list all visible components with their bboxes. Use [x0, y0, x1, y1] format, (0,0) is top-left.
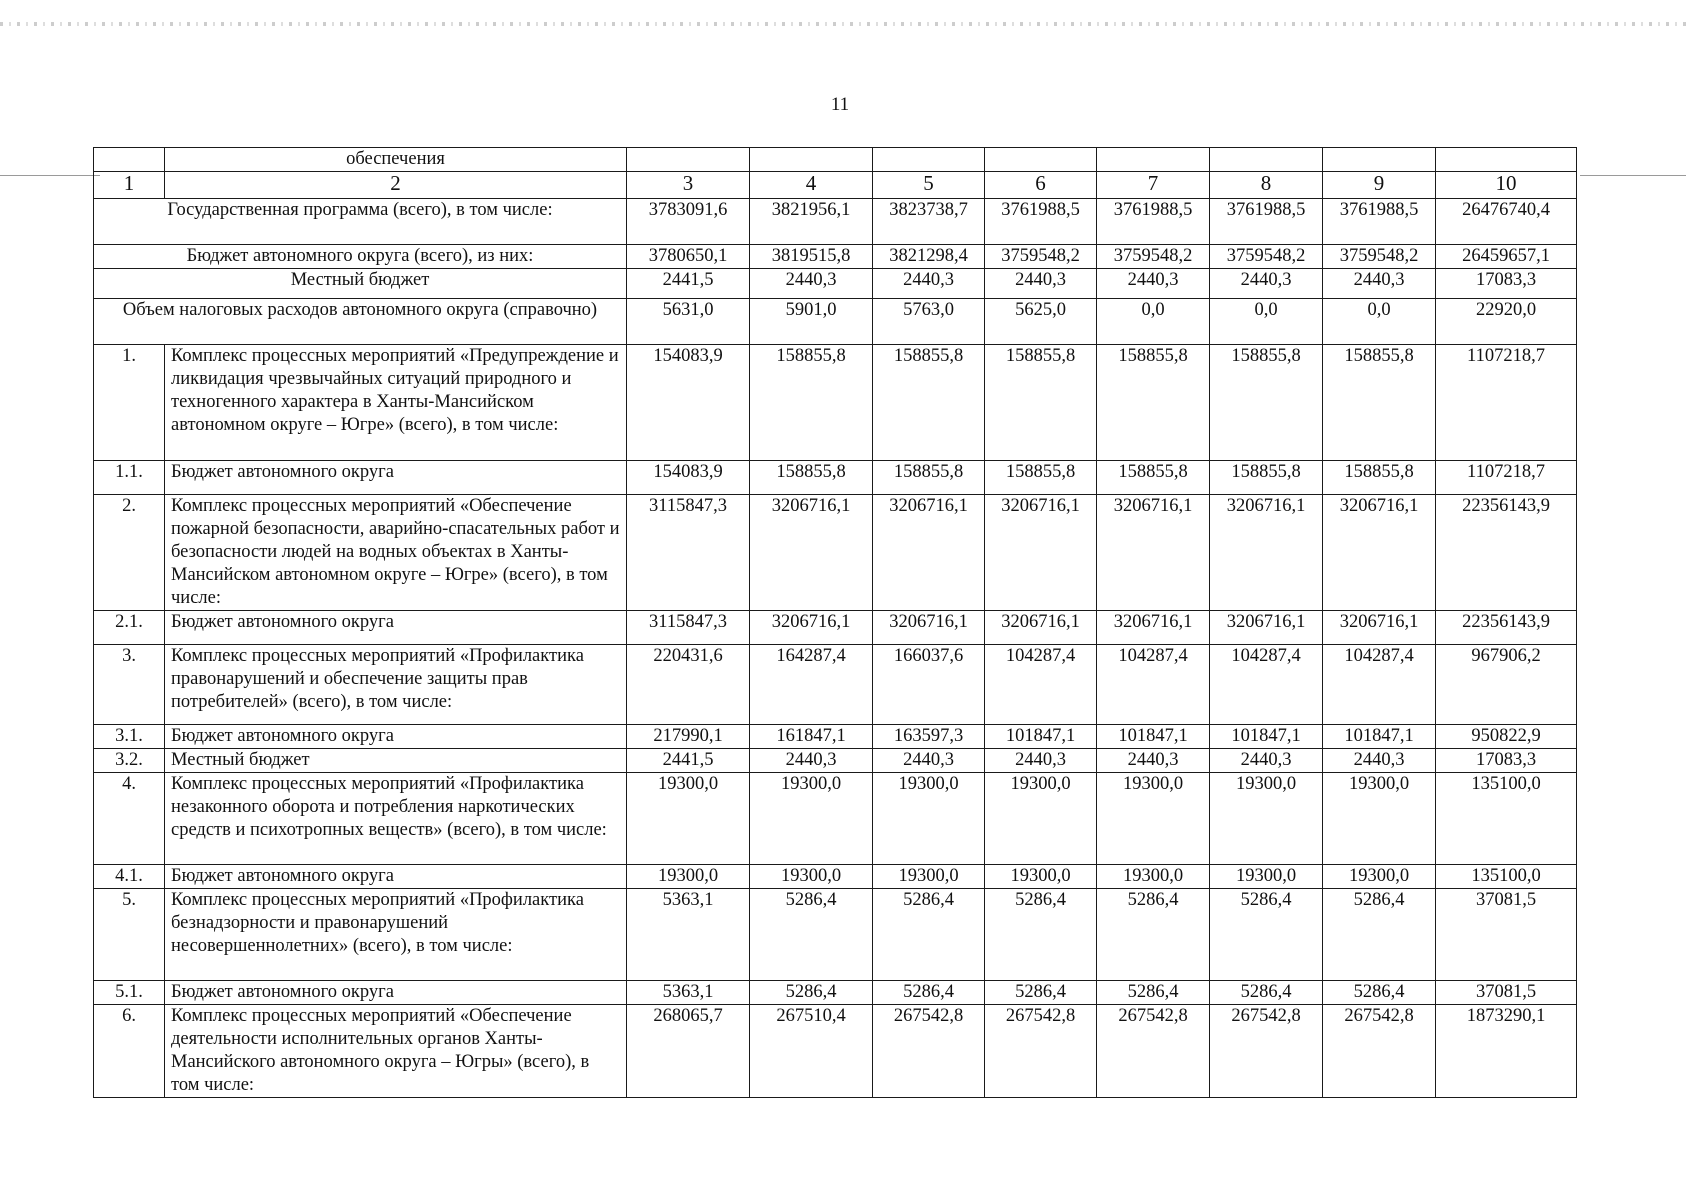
value-cell: 158855,8	[873, 345, 985, 461]
value-cell: 5286,4	[873, 981, 985, 1005]
value-cell: 101847,1	[1210, 725, 1323, 749]
column-number: 3	[627, 172, 750, 199]
value-cell: 267542,8	[1097, 1005, 1210, 1098]
value-cell: 3780650,1	[627, 245, 750, 269]
value-cell: 161847,1	[750, 725, 873, 749]
value-cell: 1107218,7	[1436, 461, 1577, 495]
value-cell: 19300,0	[1097, 865, 1210, 889]
value-cell: 3206716,1	[985, 495, 1097, 611]
value-cell: 2441,5	[627, 269, 750, 299]
value-cell: 2440,3	[1323, 269, 1436, 299]
value-cell: 1107218,7	[1436, 345, 1577, 461]
value-cell: 101847,1	[1097, 725, 1210, 749]
value-cell: 3206716,1	[873, 611, 985, 645]
value-cell: 3206716,1	[1097, 495, 1210, 611]
value-cell: 3821298,4	[873, 245, 985, 269]
row-index: 4.1.	[94, 865, 165, 889]
value-cell: 19300,0	[1323, 773, 1436, 865]
column-number: 2	[165, 172, 627, 199]
value-cell: 158855,8	[1323, 461, 1436, 495]
row-name: Бюджет автономного округа	[165, 865, 627, 889]
value-cell: 3761988,5	[1210, 199, 1323, 245]
value-cell: 19300,0	[985, 865, 1097, 889]
value-cell: 158855,8	[1210, 345, 1323, 461]
row-name: Комплекс процессных мероприятий «Профилактика незаконного оборота и потребления наркотических средств и психотропных веществ» (всего), в том числе:	[165, 773, 627, 865]
continuation-text: обеспечения	[165, 148, 627, 172]
value-cell: 2440,3	[1323, 749, 1436, 773]
row-name: Местный бюджет	[165, 749, 627, 773]
value-cell: 158855,8	[873, 461, 985, 495]
value-cell: 5286,4	[1097, 889, 1210, 981]
value-cell: 17083,3	[1436, 269, 1577, 299]
row-index: 5.1.	[94, 981, 165, 1005]
value-cell: 267542,8	[1323, 1005, 1436, 1098]
value-cell: 0,0	[1323, 299, 1436, 345]
row-name: Комплекс процессных мероприятий «Обеспечение деятельности исполнительных органов Ханты-Мансийского автономного округа – Югры» (всего), в том числе:	[165, 1005, 627, 1098]
continuation-cell-6	[985, 148, 1097, 172]
continuation-cell-9	[1323, 148, 1436, 172]
value-cell: 26459657,1	[1436, 245, 1577, 269]
value-cell: 3206716,1	[1323, 495, 1436, 611]
value-cell: 967906,2	[1436, 645, 1577, 725]
summary-row	[94, 269, 1577, 299]
value-cell: 19300,0	[750, 773, 873, 865]
row-index: 2.1.	[94, 611, 165, 645]
table-row	[94, 749, 1577, 773]
column-number-row	[94, 172, 1577, 199]
table-row	[94, 725, 1577, 749]
value-cell: 5763,0	[873, 299, 985, 345]
value-cell: 5901,0	[750, 299, 873, 345]
value-cell: 104287,4	[1210, 645, 1323, 725]
value-cell: 0,0	[1097, 299, 1210, 345]
value-cell: 5286,4	[985, 889, 1097, 981]
value-cell: 2440,3	[985, 749, 1097, 773]
table-row	[94, 773, 1577, 865]
value-cell: 5631,0	[627, 299, 750, 345]
value-cell: 3206716,1	[1210, 611, 1323, 645]
value-cell: 101847,1	[1323, 725, 1436, 749]
value-cell: 5286,4	[750, 981, 873, 1005]
value-cell: 217990,1	[627, 725, 750, 749]
table-row	[94, 1005, 1577, 1098]
summary-label: Государственная программа (всего), в том числе:	[94, 199, 627, 245]
value-cell: 3206716,1	[985, 611, 1097, 645]
table-row	[94, 461, 1577, 495]
value-cell: 5286,4	[1210, 981, 1323, 1005]
value-cell: 19300,0	[1210, 773, 1323, 865]
value-cell: 3821956,1	[750, 199, 873, 245]
table-row	[94, 611, 1577, 645]
value-cell: 5625,0	[985, 299, 1097, 345]
value-cell: 5286,4	[1323, 981, 1436, 1005]
row-name: Комплекс процессных мероприятий «Профилактика правонарушений и обеспечение защиты прав потребителей» (всего), в том числе:	[165, 645, 627, 725]
value-cell: 3115847,3	[627, 495, 750, 611]
row-name: Комплекс процессных мероприятий «Обеспечение пожарной безопасности, аварийно-спасательных работ и безопасности людей на водных объектах в Ханты-Мансийском автономном округе – Югре» (всего), в том числе:	[165, 495, 627, 611]
value-cell: 3819515,8	[750, 245, 873, 269]
continuation-cell-1	[94, 148, 165, 172]
value-cell: 950822,9	[1436, 725, 1577, 749]
value-cell: 19300,0	[1323, 865, 1436, 889]
continuation-row	[94, 148, 1577, 172]
column-number: 5	[873, 172, 985, 199]
value-cell: 2441,5	[627, 749, 750, 773]
value-cell: 3206716,1	[750, 495, 873, 611]
row-index: 6.	[94, 1005, 165, 1098]
value-cell: 22356143,9	[1436, 611, 1577, 645]
value-cell: 158855,8	[985, 461, 1097, 495]
row-index: 1.	[94, 345, 165, 461]
scan-edge-artifact	[0, 22, 1686, 26]
value-cell: 135100,0	[1436, 773, 1577, 865]
value-cell: 1873290,1	[1436, 1005, 1577, 1098]
column-number: 9	[1323, 172, 1436, 199]
value-cell: 19300,0	[1210, 865, 1323, 889]
value-cell: 3761988,5	[1097, 199, 1210, 245]
value-cell: 3759548,2	[1323, 245, 1436, 269]
value-cell: 154083,9	[627, 345, 750, 461]
continuation-cell-8	[1210, 148, 1323, 172]
value-cell: 3206716,1	[750, 611, 873, 645]
summary-label: Бюджет автономного округа (всего), из них:	[94, 245, 627, 269]
value-cell: 5286,4	[750, 889, 873, 981]
value-cell: 0,0	[1210, 299, 1323, 345]
value-cell: 19300,0	[985, 773, 1097, 865]
value-cell: 2440,3	[873, 269, 985, 299]
row-name: Бюджет автономного округа	[165, 461, 627, 495]
continuation-cell-7	[1097, 148, 1210, 172]
value-cell: 26476740,4	[1436, 199, 1577, 245]
value-cell: 267542,8	[873, 1005, 985, 1098]
value-cell: 19300,0	[873, 773, 985, 865]
value-cell: 3761988,5	[985, 199, 1097, 245]
summary-row	[94, 299, 1577, 345]
value-cell: 158855,8	[1323, 345, 1436, 461]
row-name: Комплекс процессных мероприятий «Предупреждение и ликвидация чрезвычайных ситуаций природного и техногенного характера в Ханты-Мансийском автономном округе – Югре» (всего), в том числе:	[165, 345, 627, 461]
value-cell: 2440,3	[985, 269, 1097, 299]
column-number: 4	[750, 172, 873, 199]
value-cell: 2440,3	[1210, 749, 1323, 773]
value-cell: 3823738,7	[873, 199, 985, 245]
value-cell: 268065,7	[627, 1005, 750, 1098]
row-index: 4.	[94, 773, 165, 865]
table-row	[94, 865, 1577, 889]
value-cell: 104287,4	[985, 645, 1097, 725]
value-cell: 19300,0	[627, 773, 750, 865]
value-cell: 2440,3	[873, 749, 985, 773]
value-cell: 19300,0	[873, 865, 985, 889]
value-cell: 3206716,1	[1097, 611, 1210, 645]
budget-table	[93, 147, 1577, 1098]
value-cell: 158855,8	[985, 345, 1097, 461]
value-cell: 37081,5	[1436, 889, 1577, 981]
value-cell: 2440,3	[750, 749, 873, 773]
value-cell: 5286,4	[1210, 889, 1323, 981]
value-cell: 163597,3	[873, 725, 985, 749]
value-cell: 2440,3	[1097, 749, 1210, 773]
row-index: 2.	[94, 495, 165, 611]
value-cell: 2440,3	[1210, 269, 1323, 299]
value-cell: 267542,8	[985, 1005, 1097, 1098]
value-cell: 2440,3	[1097, 269, 1210, 299]
value-cell: 220431,6	[627, 645, 750, 725]
value-cell: 164287,4	[750, 645, 873, 725]
table-row	[94, 645, 1577, 725]
value-cell: 104287,4	[1097, 645, 1210, 725]
value-cell: 267510,4	[750, 1005, 873, 1098]
value-cell: 154083,9	[627, 461, 750, 495]
scan-line-artifact-left	[0, 175, 100, 176]
value-cell: 19300,0	[1097, 773, 1210, 865]
value-cell: 3206716,1	[1210, 495, 1323, 611]
value-cell: 5363,1	[627, 889, 750, 981]
summary-row	[94, 199, 1577, 245]
table-row	[94, 889, 1577, 981]
row-name: Комплекс процессных мероприятий «Профилактика безнадзорности и правонарушений несовершеннолетних» (всего), в том числе:	[165, 889, 627, 981]
column-number: 8	[1210, 172, 1323, 199]
value-cell: 158855,8	[750, 461, 873, 495]
value-cell: 37081,5	[1436, 981, 1577, 1005]
row-name: Бюджет автономного округа	[165, 725, 627, 749]
continuation-cell-5	[873, 148, 985, 172]
continuation-cell-4	[750, 148, 873, 172]
row-name: Бюджет автономного округа	[165, 611, 627, 645]
column-number: 7	[1097, 172, 1210, 199]
value-cell: 3206716,1	[1323, 611, 1436, 645]
row-name: Бюджет автономного округа	[165, 981, 627, 1005]
value-cell: 135100,0	[1436, 865, 1577, 889]
column-number: 6	[985, 172, 1097, 199]
row-index: 5.	[94, 889, 165, 981]
column-number: 1	[94, 172, 165, 199]
value-cell: 3115847,3	[627, 611, 750, 645]
summary-label: Местный бюджет	[94, 269, 627, 299]
value-cell: 158855,8	[750, 345, 873, 461]
row-index: 3.1.	[94, 725, 165, 749]
value-cell: 5363,1	[627, 981, 750, 1005]
value-cell: 17083,3	[1436, 749, 1577, 773]
value-cell: 3761988,5	[1323, 199, 1436, 245]
value-cell: 5286,4	[873, 889, 985, 981]
value-cell: 2440,3	[750, 269, 873, 299]
value-cell: 19300,0	[627, 865, 750, 889]
table-row	[94, 495, 1577, 611]
row-index: 3.2.	[94, 749, 165, 773]
summary-row	[94, 245, 1577, 269]
continuation-cell-10	[1436, 148, 1577, 172]
value-cell: 5286,4	[1097, 981, 1210, 1005]
summary-label: Объем налоговых расходов автономного округа (справочно)	[94, 299, 627, 345]
value-cell: 166037,6	[873, 645, 985, 725]
column-number: 10	[1436, 172, 1577, 199]
value-cell: 3759548,2	[985, 245, 1097, 269]
table-row	[94, 981, 1577, 1005]
value-cell: 5286,4	[1323, 889, 1436, 981]
value-cell: 104287,4	[1323, 645, 1436, 725]
value-cell: 158855,8	[1210, 461, 1323, 495]
value-cell: 3759548,2	[1097, 245, 1210, 269]
table-row	[94, 345, 1577, 461]
value-cell: 267542,8	[1210, 1005, 1323, 1098]
row-index: 3.	[94, 645, 165, 725]
value-cell: 3206716,1	[873, 495, 985, 611]
row-index: 1.1.	[94, 461, 165, 495]
value-cell: 158855,8	[1097, 345, 1210, 461]
value-cell: 158855,8	[1097, 461, 1210, 495]
value-cell: 3783091,6	[627, 199, 750, 245]
value-cell: 19300,0	[750, 865, 873, 889]
value-cell: 5286,4	[985, 981, 1097, 1005]
value-cell: 3759548,2	[1210, 245, 1323, 269]
value-cell: 22356143,9	[1436, 495, 1577, 611]
value-cell: 101847,1	[985, 725, 1097, 749]
value-cell: 22920,0	[1436, 299, 1577, 345]
scan-line-artifact-right	[1580, 175, 1686, 176]
continuation-cell-3	[627, 148, 750, 172]
page-number: 11	[830, 94, 850, 115]
